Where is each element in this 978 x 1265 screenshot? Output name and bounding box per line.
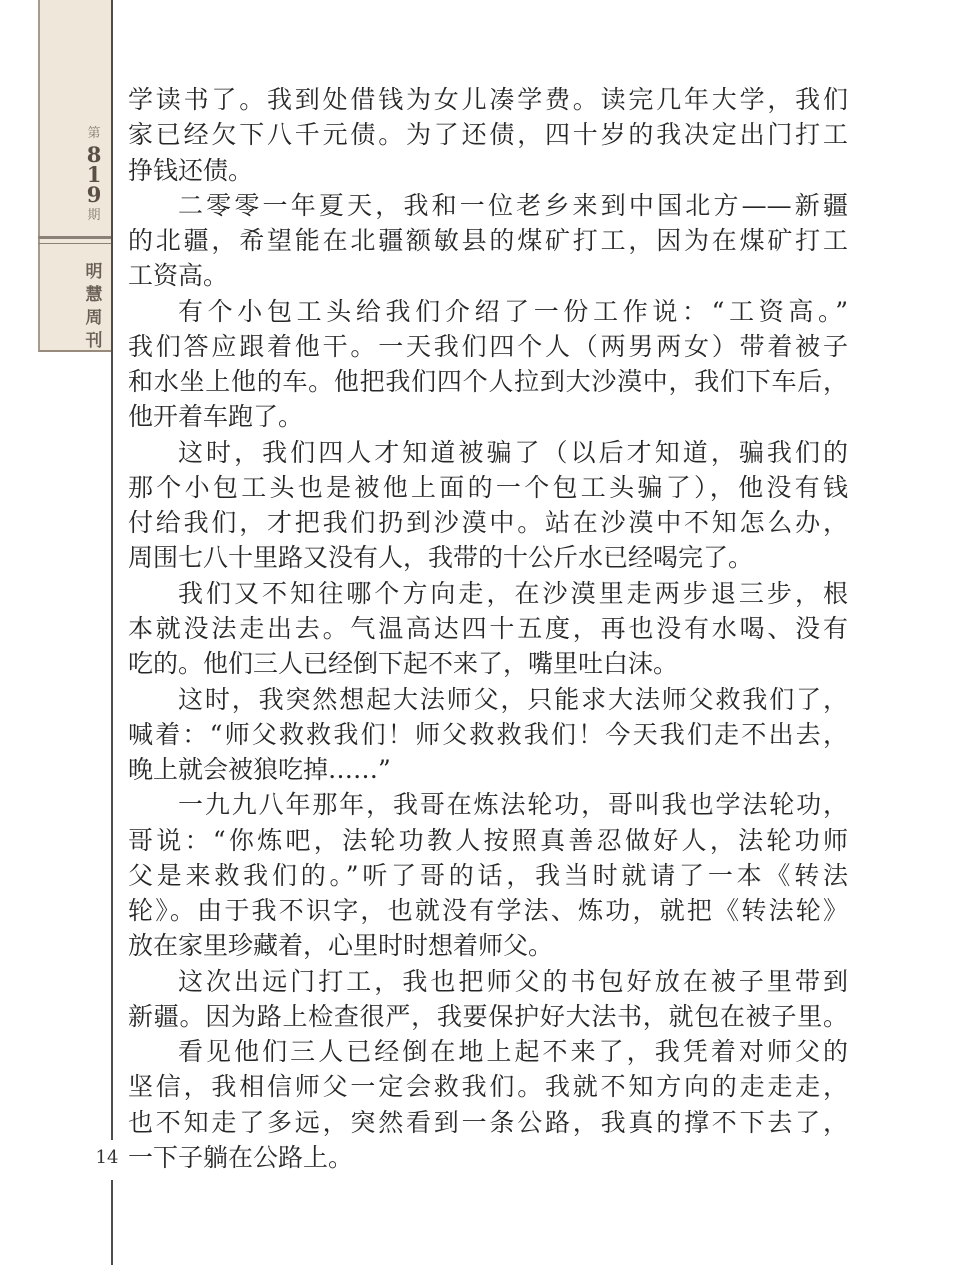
article-body	[128, 82, 848, 1175]
text-line: 看见他们三人已经倒在地上起不来了，我凭着对师父的	[178, 1037, 848, 1067]
text-line: 有个小包工头给我们介绍了一份工作说：“工资高。”	[178, 296, 848, 326]
text-line: 喊着：“师父救救我们！师父救救我们！今天我们走不出去，	[128, 719, 848, 749]
text-line: 坚信，我相信师父一定会救我们。我就不知方向的走走走，	[128, 1072, 848, 1102]
paragraph	[128, 188, 848, 294]
text-line: 本就没法走出去。气温高达四十五度，再也没有水喝、没有	[128, 613, 848, 643]
text-line: 我们又不知往哪个方向走，在沙漠里走两步退三步，根	[178, 578, 848, 608]
issue-suffix-slot	[81, 208, 107, 224]
text-line: 他开着车跑了。	[128, 402, 304, 432]
text-line: 学读书了。我到处借钱为女儿凑学费。读完几年大学，我们	[128, 85, 848, 114]
text-line: 这次出远门打工，我也把师父的书包好放在被子里带到	[178, 966, 848, 996]
text-line: 一下子躺在公路上。	[128, 1142, 354, 1172]
text-line: 晚上就会被狼吃掉……”	[128, 755, 391, 785]
text-line: 付给我们，才把我们扔到沙漠中。站在沙漠中不知怎么办，	[128, 508, 848, 538]
paragraph	[128, 964, 848, 1035]
issue-prefix: 第	[87, 126, 101, 141]
tab-divider	[38, 236, 112, 239]
text-line: 周围七八十里路又没有人，我带的十公斤水已经喝完了。	[128, 543, 754, 573]
issue-prefix-slot	[81, 126, 107, 142]
paragraph	[128, 82, 848, 188]
text-line: 父是来救我们的。”听了哥的话，我当时就请了一本《转法	[128, 860, 848, 890]
page-number: 14	[92, 1146, 122, 1170]
publication-name: 明慧周刊	[85, 262, 103, 351]
text-line: 这时，我突然想起大法师父，只能求大法师父救我们了，	[178, 684, 848, 714]
issue-number-slot	[81, 142, 107, 207]
paragraph	[128, 294, 848, 435]
margin-rule	[111, 0, 113, 1140]
tab-divider	[38, 243, 112, 244]
text-line: 二零零一年夏天，我和一位老乡来到中国北方——新疆	[178, 190, 848, 220]
text-line: 家已经欠下八千元债。为了还债，四十岁的我决定出门打工	[128, 120, 848, 150]
text-line: 的北疆，希望能在北疆额敏县的煤矿打工，因为在煤矿打工	[128, 226, 848, 256]
issue-number: 819	[86, 142, 102, 207]
text-line: 挣钱还债。	[128, 155, 254, 185]
text-line: 哥说：“你炼吧，法轮功教人按照真善忍做好人，法轮功师	[128, 825, 848, 855]
text-line: 我们答应跟着他干。一天我们四个人（两男两女）带着被子	[128, 331, 848, 361]
paragraph	[128, 576, 848, 682]
text-line: 吃的。他们三人已经倒下起不来了，嘴里吐白沫。	[128, 649, 679, 679]
paragraph	[128, 787, 848, 963]
paragraph	[128, 682, 848, 788]
margin-rule	[111, 1180, 113, 1265]
text-line: 也不知走了多远，突然看到一条公路，我真的撑不下去了，	[128, 1107, 848, 1137]
text-line: 新疆。因为路上检查很严，我要保护好大法书，就包在被子里。	[128, 1001, 848, 1031]
text-line: 放在家里珍藏着，心里时时想着师父。	[128, 931, 554, 961]
issue-suffix: 期	[87, 208, 101, 223]
text-line: 轮》。由于我不识字，也就没有学法、炼功，就把《转法轮》	[128, 896, 848, 926]
text-line: 和水坐上他的车。他把我们四个人拉到大沙漠中，我们下车后，	[128, 367, 848, 397]
text-line: 这时，我们四人才知道被骗了（以后才知道，骗我们的	[178, 437, 848, 467]
text-line: 那个小包工头也是被他上面的一个包工头骗了），他没有钱	[128, 472, 848, 502]
publication-name-slot	[81, 261, 107, 353]
paragraph	[128, 1034, 848, 1175]
paragraph	[128, 435, 848, 576]
text-line: 一九九八年那年，我哥在炼法轮功，哥叫我也学法轮功，	[178, 790, 848, 820]
text-line: 工资高。	[128, 261, 229, 291]
